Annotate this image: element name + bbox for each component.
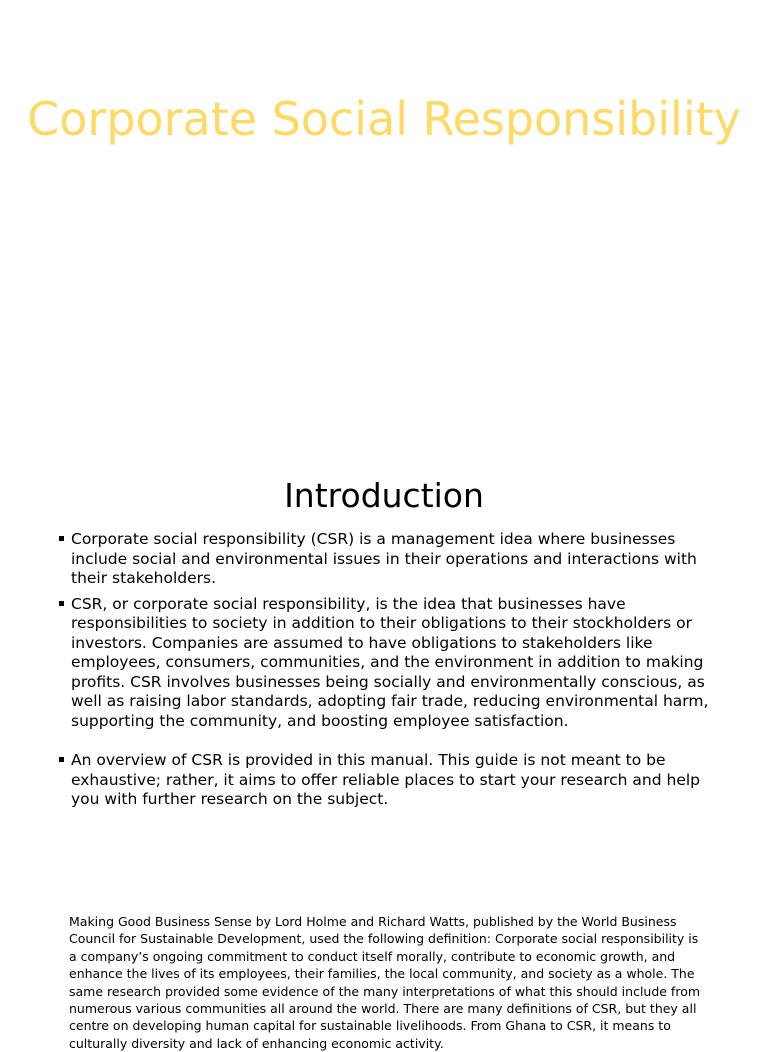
- slide-title: [0, 0, 768, 460]
- slide-notes: Making Good Business Sense by Lord Holme and Richard Watts, published by the World Business Council for Sustainable Development, used the following definition: Corporate social responsibility is a company’s ongoing commitment to conduct itself morally, contribute to economic growth, and enhance the lives of its employees, their families, the local community, and society as a whole. The same research provided some evidence of the many interpretations of what this should include from numerous various communities all around the world. There are many definitions of CSR, but they all centre on developing human capital for sustainable livelihoods. From Ghana to CSR, it means to culturally diversity and lack of enhancing economic activity.: [69, 914, 701, 1051]
- square-bullet-icon: [59, 536, 64, 541]
- slide-introduction: [0, 460, 768, 1051]
- bullet-text: An overview of CSR is provided in this manual. This guide is not meant to be exhaustive; rather, it aims to offer reliable places to start your research and help you with further research on the subject.: [71, 751, 700, 808]
- bullet-item: [56, 530, 716, 589]
- bullet-item: [56, 595, 716, 732]
- presentation-title: Corporate Social Responsibility: [27, 92, 741, 146]
- square-bullet-icon: [59, 757, 64, 762]
- bullet-list: [56, 530, 716, 816]
- bullet-item: [56, 751, 716, 810]
- slide-heading: Introduction: [284, 476, 484, 515]
- square-bullet-icon: [59, 601, 64, 606]
- bullet-text: CSR, or corporate social responsibility, is the idea that businesses have responsibilities to society in addition to their obligations to their stockholders or investors. Companies are assumed to have obligations to stakeholders like employees, consumers, communities, and the environment in addition to making profits. CSR involves businesses being socially and environmentally conscious, as well as raising labor standards, adopting fair trade, reducing environmental harm, supporting the community, and boosting employee satisfaction.: [71, 594, 709, 730]
- bullet-text: Corporate social responsibility (CSR) is a management idea where businesses include social and environmental issues in their operations and interactions with their stakeholders.: [71, 530, 697, 587]
